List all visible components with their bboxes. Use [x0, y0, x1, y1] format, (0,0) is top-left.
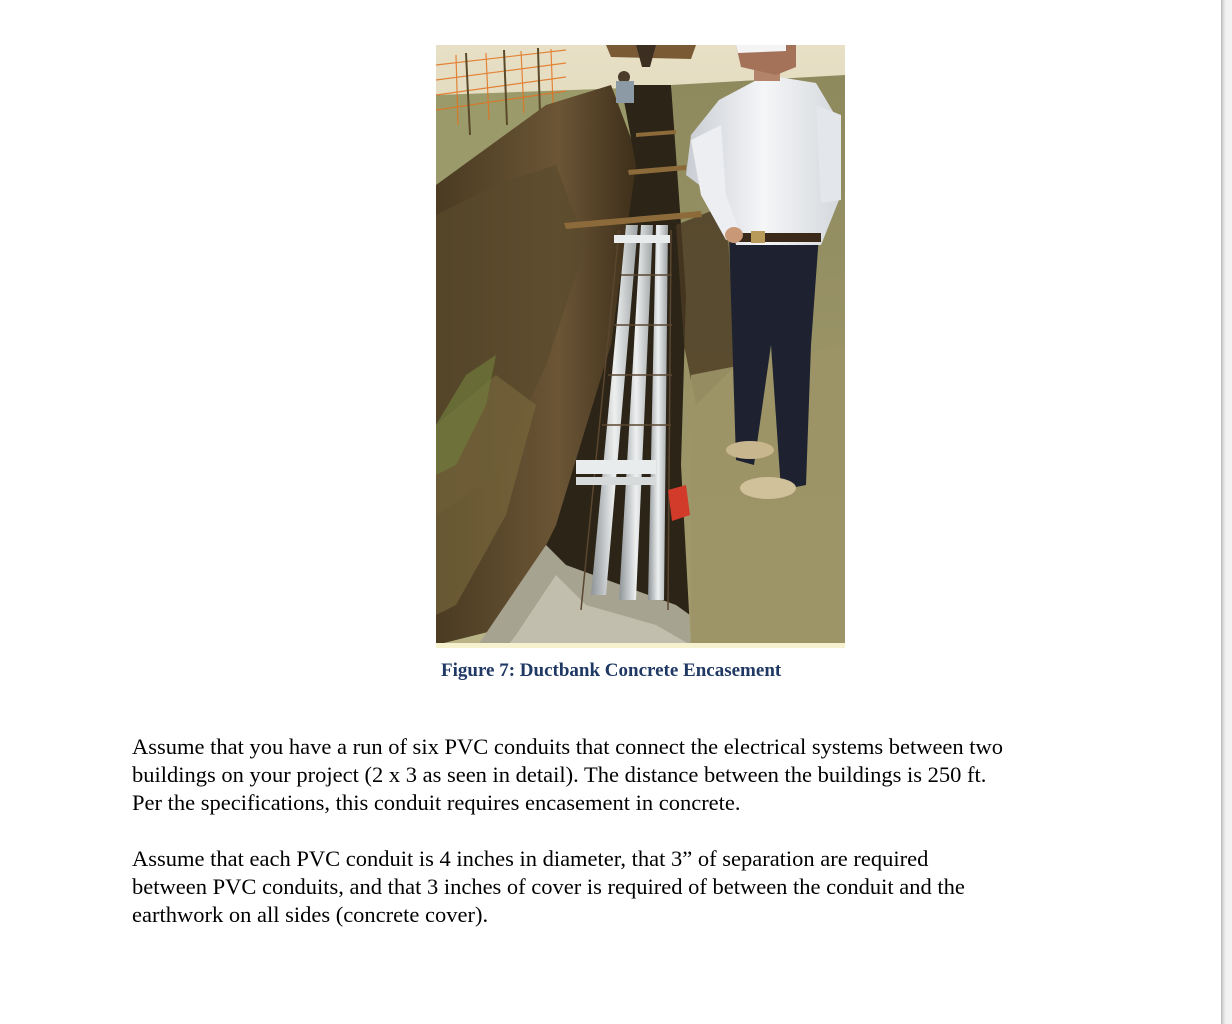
text-line: between PVC conduits, and that 3 inches of cover is required of between the conduit and the: [132, 874, 965, 899]
ductbank-trench-photo: [436, 45, 845, 648]
text-line: Assume that you have a run of six PVC conduits that connect the electrical systems between two: [132, 734, 1004, 759]
text-line: buildings on your project (2 x 3 as seen in detail). The distance between the buildings is 250 ft.: [132, 762, 987, 787]
paragraph-conduit-run: [132, 733, 1092, 817]
text-line: Assume that each PVC conduit is 4 inches in diameter, that 3” of separation are required: [132, 846, 929, 871]
vertical-scrollbar[interactable]: [1221, 0, 1232, 1024]
figure-caption: Figure 7: Ductbank Concrete Encasement: [441, 660, 782, 681]
paragraph-conduit-dimensions: [132, 845, 1092, 929]
text-line: earthwork on all sides (concrete cover).: [132, 902, 489, 927]
text-line: Per the specifications, this conduit requires encasement in concrete.: [132, 790, 741, 815]
